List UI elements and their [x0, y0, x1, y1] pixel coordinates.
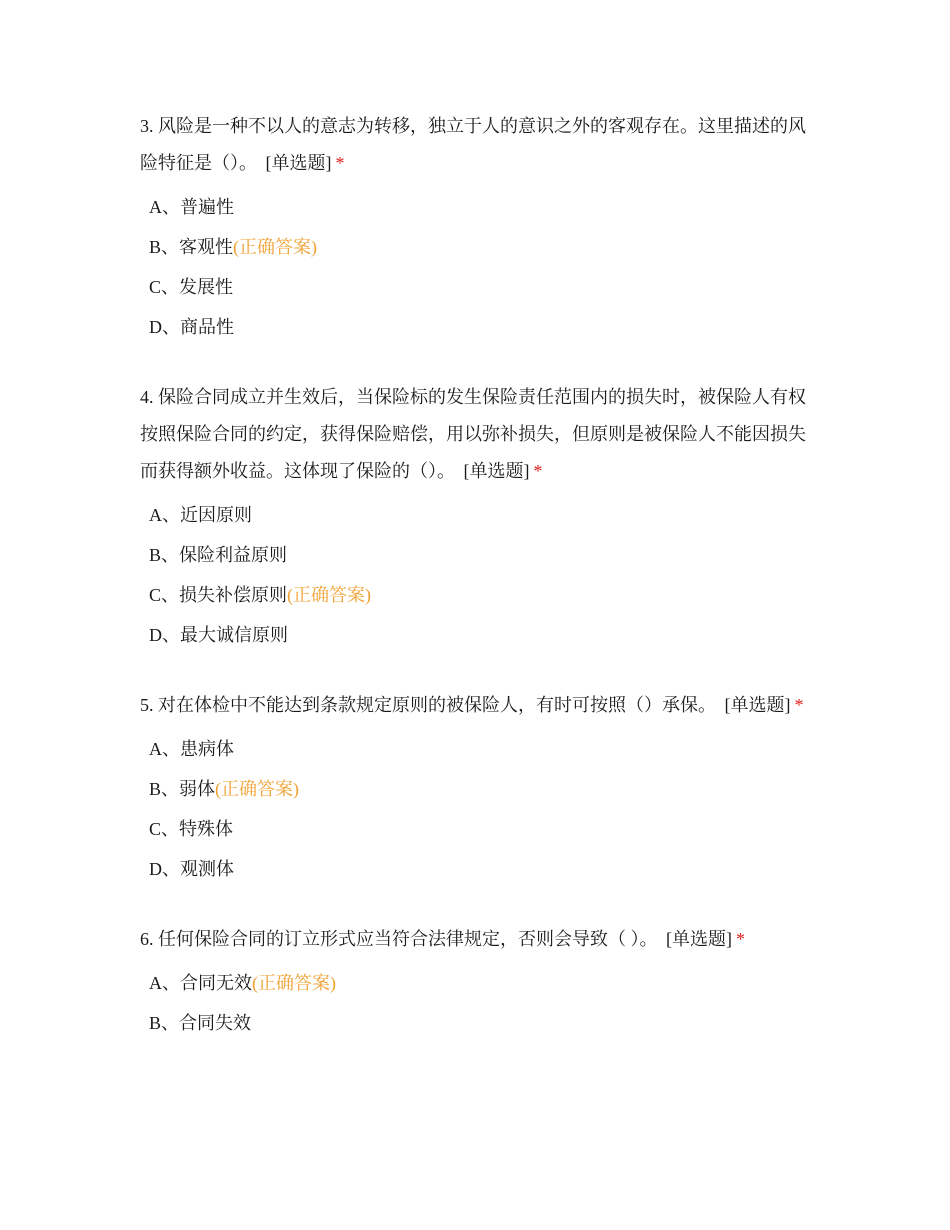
option-letter: D、 — [149, 625, 180, 645]
option-b[interactable] — [140, 535, 815, 575]
option-letter: A、 — [149, 973, 180, 993]
option-c[interactable] — [140, 575, 815, 615]
option-letter: B、 — [149, 779, 180, 799]
question-6 — [140, 921, 815, 1043]
option-text: 合同失效 — [179, 1013, 252, 1033]
option-text: 观测体 — [180, 859, 234, 879]
question-stem: 风险是一种不以人的意志为转移，独立于人的意识之外的客观存在。这里描述的风险特征是（）。 — [140, 116, 806, 173]
option-d[interactable] — [140, 307, 815, 347]
question-stem: 保险合同成立并生效后，当保险标的发生保险责任范围内的损失时，被保险人有权按照保险合同的约定，获得保险赔偿，用以弥补损失，但原则是被保险人不能因损失而获得额外收益。这体现了保险的（）。 — [140, 387, 806, 481]
option-d[interactable] — [140, 615, 815, 655]
question-number: 6. — [140, 929, 154, 949]
option-text: 损失补偿原则 — [179, 585, 288, 605]
question-text — [140, 687, 815, 724]
question-stem: 任何保险合同的订立形式应当符合法律规定，否则会导致（ ）。 — [158, 929, 658, 949]
option-text: 普遍性 — [180, 197, 234, 217]
correct-answer-label: (正确答案) — [233, 237, 318, 257]
question-3 — [140, 108, 815, 347]
option-letter: B、 — [149, 237, 180, 257]
option-text: 发展性 — [179, 277, 234, 297]
required-mark: * — [794, 695, 804, 715]
option-a[interactable] — [140, 495, 815, 535]
question-text — [140, 379, 815, 490]
question-number: 3. — [140, 116, 154, 136]
option-b[interactable] — [140, 1003, 815, 1043]
option-text: 患病体 — [180, 739, 234, 759]
option-text: 近因原则 — [180, 505, 252, 525]
option-letter: A、 — [149, 505, 180, 525]
option-b[interactable] — [140, 227, 815, 267]
question-text — [140, 921, 815, 958]
option-letter: C、 — [149, 277, 180, 297]
correct-answer-label: (正确答案) — [287, 585, 372, 605]
question-type: [单选题] — [463, 461, 530, 481]
correct-answer-label: (正确答案) — [215, 779, 300, 799]
option-letter: B、 — [149, 1013, 180, 1033]
question-number: 4. — [140, 387, 154, 407]
option-letter: C、 — [149, 819, 180, 839]
option-a[interactable] — [140, 187, 815, 227]
option-letter: D、 — [149, 317, 180, 337]
option-text: 特殊体 — [179, 819, 234, 839]
option-a[interactable] — [140, 963, 815, 1003]
option-letter: B、 — [149, 545, 180, 565]
option-letter: D、 — [149, 859, 180, 879]
option-b[interactable] — [140, 769, 815, 809]
question-number: 5. — [140, 695, 154, 715]
question-text — [140, 108, 815, 182]
option-text: 弱体 — [179, 779, 216, 799]
question-type: [单选题] — [265, 153, 332, 173]
option-list — [140, 187, 815, 347]
option-text: 保险利益原则 — [179, 545, 288, 565]
option-text: 最大诚信原则 — [180, 625, 288, 645]
required-mark: * — [736, 929, 745, 949]
option-letter: C、 — [149, 585, 180, 605]
option-text: 商品性 — [180, 317, 234, 337]
question-4 — [140, 379, 815, 655]
question-type: [单选题] — [724, 695, 791, 715]
option-a[interactable] — [140, 729, 815, 769]
option-text: 合同无效 — [180, 973, 252, 993]
option-letter: A、 — [149, 197, 180, 217]
option-letter: A、 — [149, 739, 180, 759]
question-list — [140, 108, 815, 1075]
question-5 — [140, 687, 815, 889]
option-c[interactable] — [140, 809, 815, 849]
option-d[interactable] — [140, 849, 815, 889]
option-text: 客观性 — [179, 237, 234, 257]
question-stem: 对在体检中不能达到条款规定原则的被保险人，有时可按照（）承保。 — [158, 695, 716, 715]
required-mark: * — [533, 461, 543, 481]
correct-answer-label: (正确答案) — [252, 973, 336, 993]
question-type: [单选题] — [666, 929, 732, 949]
option-list — [140, 729, 815, 889]
option-list — [140, 963, 815, 1043]
option-c[interactable] — [140, 267, 815, 307]
option-list — [140, 495, 815, 655]
required-mark: * — [335, 153, 345, 173]
